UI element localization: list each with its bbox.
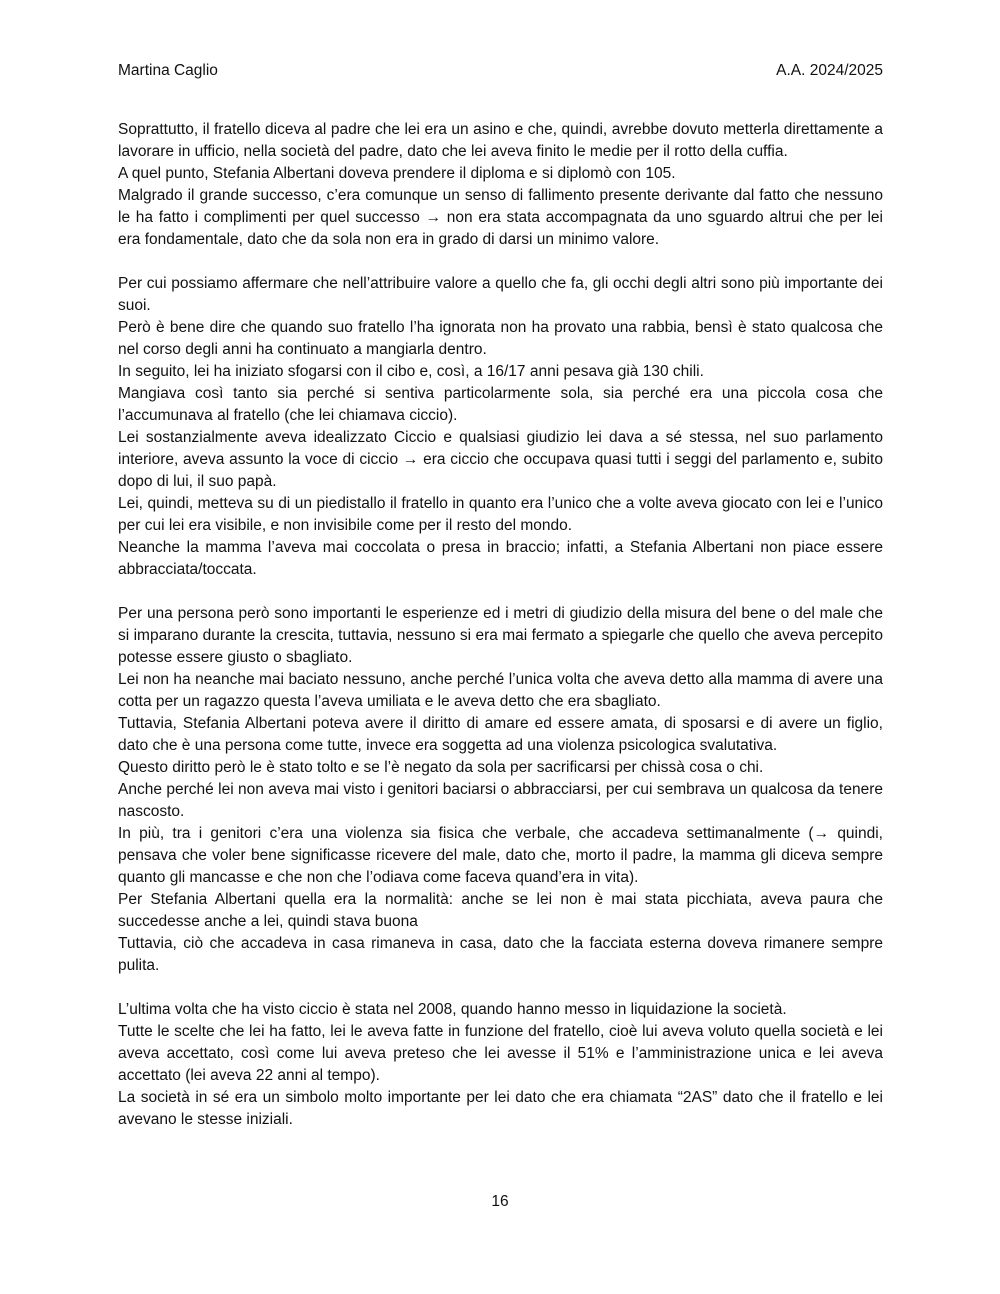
- page-number: 16: [491, 1193, 509, 1210]
- paragraph: Lei, quindi, metteva su di un piedistallo il fratello in quanto era l’unico che a volte aveva giocato con lei e l’unico per cui lei era visibile, e non invisibile come per il resto del mondo.: [118, 495, 883, 534]
- author-name: Martina Caglio: [118, 62, 218, 79]
- paragraph: Tuttavia, ciò che accadeva in casa rimaneva in casa, dato che la facciata esterna doveva rimanere sempre pulita.: [118, 935, 883, 974]
- paragraph-block: [118, 603, 883, 977]
- paragraph: Tuttavia, Stefania Albertani poteva avere il diritto di amare ed essere amata, di sposarsi e di avere un figlio, dato che è una persona come tutte, invece era soggetta ad una violenza psicologica svalutativa.: [118, 715, 883, 754]
- paragraph: In seguito, lei ha iniziato sfogarsi con il cibo e, così, a 16/17 anni pesava già 130 chili.: [118, 363, 704, 380]
- paragraph: Neanche la mamma l’aveva mai coccolata o presa in braccio; infatti, a Stefania Albertani non piace essere abbracciata/toccata.: [118, 539, 883, 578]
- paragraph: Questo diritto però le è stato tolto e se l’è negato da sola per sacrificarsi per chissà cosa o chi.: [118, 759, 764, 776]
- paragraph: L’ultima volta che ha visto ciccio è stata nel 2008, quando hanno messo in liquidazione la società.: [118, 1001, 787, 1018]
- paragraph: Però è bene dire che quando suo fratello l’ha ignorata non ha provato una rabbia, bensì è stato qualcosa che nel corso degli anni ha continuato a mangiarla dentro.: [118, 319, 883, 358]
- paragraph: Per cui possiamo affermare che nell’attribuire valore a quello che fa, gli occhi degli altri sono più importante dei suoi.: [118, 275, 883, 314]
- paragraph-block: [118, 273, 883, 581]
- paragraph-block: [118, 119, 883, 251]
- paragraph: Malgrado il grande successo, c’era comunque un senso di fallimento presente derivante dal fatto che nessuno le ha fatto i complimenti per quel successo → non era stata accompagnata da uno sguardo altrui che per lei era fondamentale, dato che da sola non era in grado di darsi un minimo valore.: [118, 187, 883, 248]
- paragraph: Mangiava così tanto sia perché si sentiva particolarmente sola, sia perché era una piccola cosa che l’accumunava al fratello (che lei chiamava ciccio).: [118, 385, 883, 424]
- paragraph: Per una persona però sono importanti le esperienze ed i metri di giudizio della misura del bene o del male che si imparano durante la crescita, tuttavia, nessuno si era mai fermato a spiegarle che quello che aveva percepito potesse essere giusto o sbagliato.: [118, 605, 883, 666]
- paragraph: Anche perché lei non aveva mai visto i genitori baciarsi o abbracciarsi, per cui sembrava un qualcosa da tenere nascosto.: [118, 781, 883, 820]
- paragraph: Soprattutto, il fratello diceva al padre che lei era un asino e che, quindi, avrebbe dovuto metterla direttamente a lavorare in ufficio, nella società del padre, dato che lei aveva finito le medie per il rotto della cuffia.: [118, 121, 883, 160]
- paragraph: La società in sé era un simbolo molto importante per lei dato che era chiamata “2AS” dato che il fratello e lei avevano le stesse iniziali.: [118, 1089, 883, 1128]
- paragraph: A quel punto, Stefania Albertani doveva prendere il diploma e si diplomò con 105.: [118, 165, 676, 182]
- paragraph: Lei sostanzialmente aveva idealizzato Ciccio e qualsiasi giudizio lei dava a sé stessa, nel suo parlamento interiore, aveva assunto la voce di ciccio → era ciccio che occupava quasi tutti i seggi del parlamento e, subito dopo di lui, il suo papà.: [118, 429, 883, 490]
- paragraph-block: [118, 999, 883, 1131]
- paragraph: Per Stefania Albertani quella era la normalità: anche se lei non è mai stata picchiata, aveva paura che succedesse anche a lei, quindi stava buona: [118, 891, 883, 930]
- paragraph: Tutte le scelte che lei ha fatto, lei le aveva fatte in funzione del fratello, cioè lui aveva voluto quella società e lei aveva accettato, così come lui aveva preteso che lei avesse il 51% e l’amministrazione unica e lei aveva accettato (lei aveva 22 anni al tempo).: [118, 1023, 883, 1084]
- page-header: [118, 61, 883, 81]
- academic-year: A.A. 2024/2025: [776, 62, 883, 79]
- document-body: [118, 119, 883, 1153]
- paragraph: In più, tra i genitori c’era una violenza sia fisica che verbale, che accadeva settimanalmente (→ quindi, pensava che voler bene significasse ricevere del male, dato che, morto il padre, la mamma gli diceva sempre quanto gli mancasse e che non che l’odiava come faceva quand’era in vita).: [118, 825, 883, 886]
- paragraph: Lei non ha neanche mai baciato nessuno, anche perché l’unica volta che aveva detto alla mamma di avere una cotta per un ragazzo questa l’aveva umiliata e le aveva detto che era sbagliato.: [118, 671, 883, 710]
